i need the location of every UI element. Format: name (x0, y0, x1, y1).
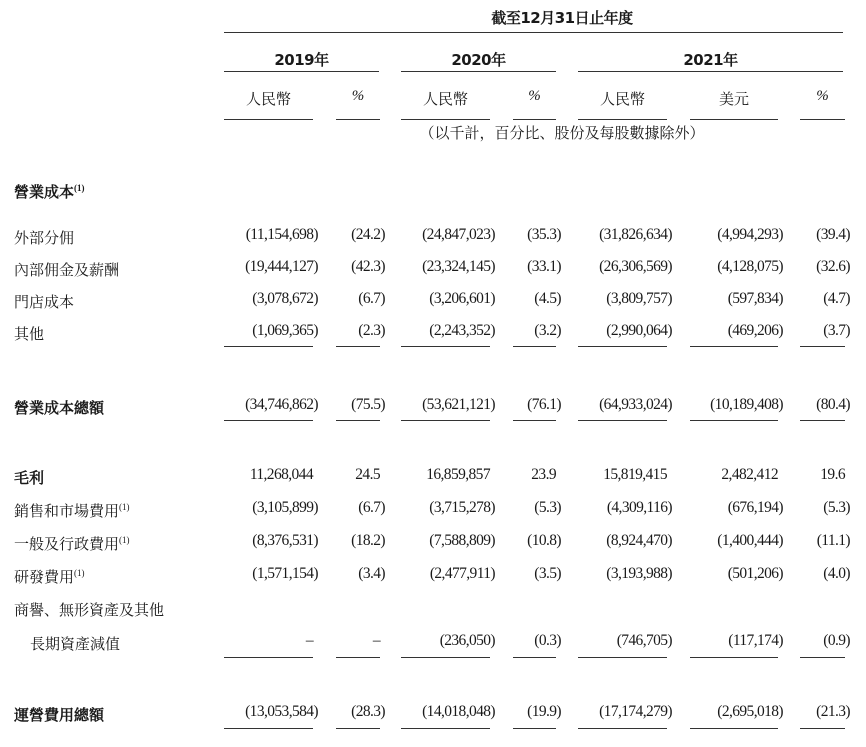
table-cell: (2.3) (358, 322, 385, 339)
subtotal-rule (513, 346, 556, 347)
subtotal-rule (578, 728, 667, 729)
table-cell: (21.3) (816, 703, 850, 720)
currency-header: 人民幣 (599, 90, 645, 108)
subtotal-rule (800, 346, 845, 347)
table-cell: (2,990,064) (606, 322, 672, 339)
currency-rule (336, 119, 380, 120)
table-cell: – (372, 632, 380, 649)
row-label-text: 外部分佣 (14, 229, 75, 247)
table-cell: (6.7) (358, 290, 385, 307)
table-cell: (3,105,899) (252, 499, 318, 516)
table-cell: (2,243,352) (429, 322, 495, 339)
table-cell: (19.9) (527, 703, 561, 720)
currency-header: 美元 (718, 90, 749, 108)
table-cell: (3.4) (358, 565, 385, 582)
row-label-text: 毛利 (14, 469, 45, 487)
table-cell: 19.6 (820, 466, 845, 483)
table-cell: (7,588,809) (429, 532, 495, 549)
table-cell: (76.1) (527, 396, 561, 413)
period-rule (224, 32, 843, 33)
table-cell: (236,050) (439, 632, 495, 649)
row-label-text: 內部佣金及薪酬 (14, 261, 120, 279)
table-cell: (75.5) (351, 396, 385, 413)
subtotal-rule (401, 728, 490, 729)
subtotal-rule (513, 728, 556, 729)
row-label (14, 533, 130, 554)
table-cell: (0.9) (823, 632, 850, 649)
footnote-marker: (1) (74, 568, 85, 578)
currency-header: 人民幣 (422, 90, 468, 108)
table-cell: (18.2) (351, 532, 385, 549)
year-2019: 2019年 (274, 51, 329, 69)
currency-rule (401, 119, 490, 120)
table-cell: 16,859,857 (426, 466, 490, 483)
table-cell: 24.5 (355, 466, 380, 483)
subtotal-rule (690, 420, 778, 421)
table-cell: 15,819,415 (603, 466, 667, 483)
subtotal-rule (401, 346, 490, 347)
table-cell: (3.5) (534, 565, 561, 582)
table-cell: (24.2) (351, 226, 385, 243)
table-cell: (1,069,365) (252, 322, 318, 339)
footnote-marker: (1) (74, 183, 85, 193)
year-2021: 2021年 (683, 51, 738, 69)
table-cell: (469,206) (727, 322, 783, 339)
table-cell: (39.4) (816, 226, 850, 243)
row-label (14, 599, 164, 620)
currency-rule (578, 119, 667, 120)
table-cell: 2,482,412 (721, 466, 778, 483)
table-cell: (24,847,023) (422, 226, 495, 243)
table-cell: (14,018,048) (422, 703, 495, 720)
table-cell: (4,994,293) (717, 226, 783, 243)
table-cell: (11.1) (816, 532, 850, 549)
subtotal-rule (224, 728, 313, 729)
table-cell: (3,715,278) (429, 499, 495, 516)
table-cell: (1,400,444) (717, 532, 783, 549)
row-label-text: 營業成本總額 (14, 399, 105, 417)
row-label (14, 566, 85, 587)
table-cell: (501,206) (727, 565, 783, 582)
row-label-text: 運營費用總額 (14, 706, 105, 724)
currency-header: 人民幣 (245, 90, 291, 108)
table-cell: (1,571,154) (252, 565, 318, 582)
subtotal-rule (513, 420, 556, 421)
subtotal-rule (336, 657, 380, 658)
table-cell: (0.3) (534, 632, 561, 649)
subtotal-rule (800, 657, 845, 658)
table-cell: (8,376,531) (252, 532, 318, 549)
row-label (14, 227, 74, 248)
table-cell: 23.9 (531, 466, 556, 483)
table-cell: (32.6) (816, 258, 850, 275)
table-cell: (3.2) (534, 322, 561, 339)
footnote-marker: (1) (119, 502, 130, 512)
table-cell: (11,154,698) (245, 226, 318, 243)
table-cell: (26,306,569) (599, 258, 672, 275)
table-cell: (42.3) (351, 258, 385, 275)
year-rule (224, 71, 379, 72)
units-note: （以千計，百分比、股份及每股數據除外） (419, 124, 705, 142)
row-label (14, 259, 119, 280)
year-2020: 2020年 (451, 51, 506, 69)
table-cell: (3,809,757) (606, 290, 672, 307)
table-cell: (28.3) (351, 703, 385, 720)
currency-header: % (351, 88, 365, 104)
row-label-text: 研發費用 (14, 568, 75, 586)
currency-header: % (816, 88, 829, 104)
table-cell: (2,477,911) (429, 565, 495, 582)
year-rule (401, 71, 556, 72)
table-cell: (8,924,470) (606, 532, 672, 549)
table-cell: (80.4) (816, 396, 850, 413)
table-cell: (676,194) (727, 499, 783, 516)
subtotal-rule (401, 657, 490, 658)
table-cell: (10,189,408) (710, 396, 783, 413)
table-cell: (23,324,145) (422, 258, 495, 275)
table-cell: (64,933,024) (599, 396, 672, 413)
currency-rule (224, 119, 313, 120)
subtotal-rule (224, 420, 313, 421)
table-cell: 11,268,044 (249, 466, 313, 483)
table-cell: (4.7) (823, 290, 850, 307)
subtotal-rule (690, 728, 778, 729)
table-cell: (33.1) (527, 258, 561, 275)
table-cell: – (305, 632, 313, 649)
row-label-text: 營業成本 (14, 183, 75, 201)
row-label (14, 323, 44, 344)
currency-rule (800, 119, 845, 120)
table-cell: (3,078,672) (252, 290, 318, 307)
subtotal-rule (224, 657, 313, 658)
table-cell: (3,206,601) (429, 290, 495, 307)
table-cell: (31,826,634) (599, 226, 672, 243)
row-label-text: 銷售和市場費用 (14, 502, 120, 520)
row-label (14, 704, 104, 725)
table-cell: (4,309,116) (606, 499, 672, 516)
row-label (14, 397, 104, 418)
subtotal-rule (513, 657, 556, 658)
table-cell: (597,834) (727, 290, 783, 307)
subtotal-rule (800, 420, 845, 421)
table-cell: (4.5) (534, 290, 561, 307)
row-label-text: 其他 (14, 325, 45, 343)
table-cell: (4,128,075) (717, 258, 783, 275)
subtotal-rule (690, 346, 778, 347)
table-cell: (5.3) (534, 499, 561, 516)
currency-header: % (528, 88, 541, 104)
subtotal-rule (336, 346, 380, 347)
row-label (14, 500, 130, 521)
table-cell: (53,621,121) (422, 396, 495, 413)
row-label-text: 商譽、無形資產及其他 (14, 601, 165, 619)
year-rule (578, 71, 843, 72)
table-cell: (5.3) (823, 499, 850, 516)
table-cell: (19,444,127) (245, 258, 318, 275)
currency-rule (513, 119, 556, 120)
currency-rule (690, 119, 778, 120)
period-heading: 截至12月31日止年度 (491, 9, 633, 27)
table-cell: (746,705) (616, 632, 672, 649)
subtotal-rule (401, 420, 490, 421)
subtotal-rule (224, 346, 313, 347)
row-label-text: 長期資產減值 (30, 635, 121, 653)
footnote-marker: (1) (119, 535, 130, 545)
table-cell: (17,174,279) (599, 703, 672, 720)
row-label (14, 467, 44, 488)
table-cell: (6.7) (358, 499, 385, 516)
row-label (14, 181, 85, 202)
table-cell: (117,174) (728, 632, 783, 649)
table-cell: (4.0) (823, 565, 850, 582)
subtotal-rule (690, 657, 778, 658)
subtotal-rule (800, 728, 845, 729)
row-label (30, 633, 120, 654)
subtotal-rule (336, 728, 380, 729)
subtotal-rule (578, 346, 667, 347)
table-cell: (34,746,862) (245, 396, 318, 413)
table-cell: (10.8) (527, 532, 561, 549)
subtotal-rule (578, 657, 667, 658)
row-label-text: 門店成本 (14, 293, 75, 311)
row-label (14, 291, 74, 312)
table-cell: (3.7) (823, 322, 850, 339)
subtotal-rule (336, 420, 380, 421)
table-cell: (3,193,988) (606, 565, 672, 582)
table-cell: (2,695,018) (717, 703, 783, 720)
subtotal-rule (578, 420, 667, 421)
row-label-text: 一般及行政費用 (14, 535, 120, 553)
table-cell: (13,053,584) (245, 703, 318, 720)
table-cell: (35.3) (527, 226, 561, 243)
